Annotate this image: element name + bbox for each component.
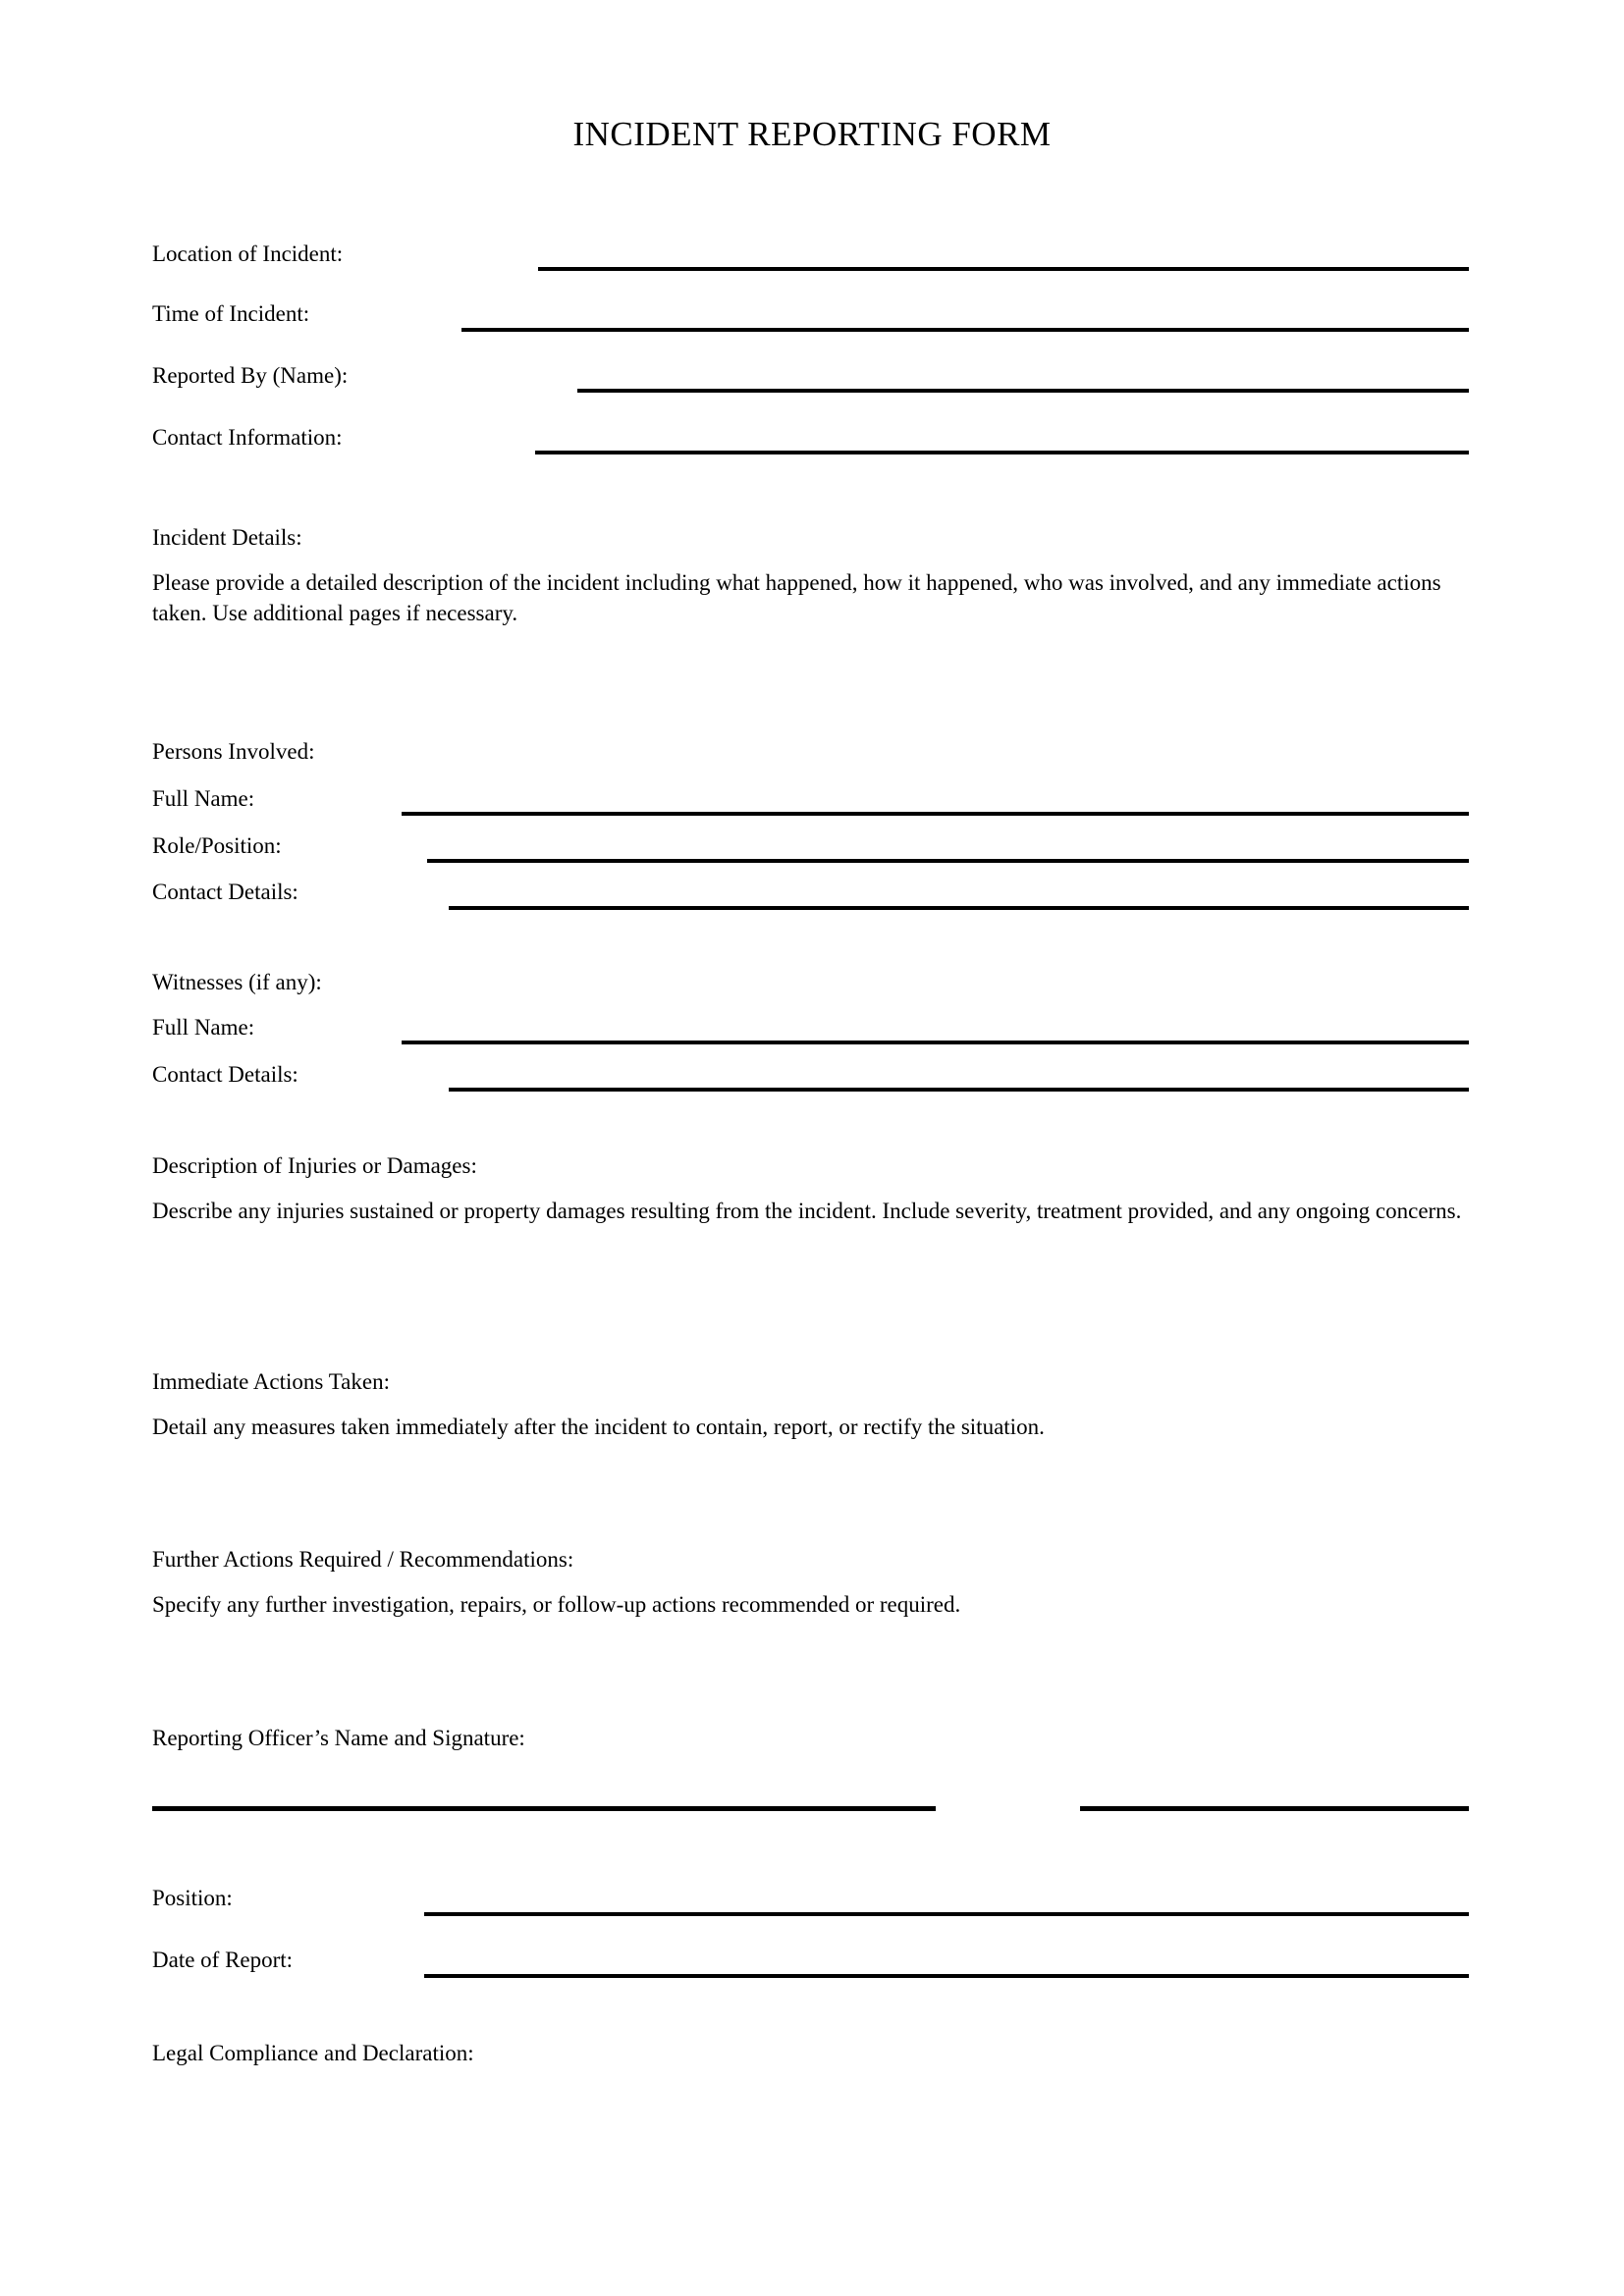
heading-incident-details: Incident Details: xyxy=(152,525,302,550)
instructions-further-actions-required: Specify any further investigation, repairs, or follow-up actions recommended or required. xyxy=(152,1592,961,1617)
heading-description-of-injuries: Description of Injuries or Damages: xyxy=(152,1153,477,1178)
input-line-persons-contact-details[interactable] xyxy=(449,906,1469,910)
heading-further-actions-required: Further Actions Required / Recommendations: xyxy=(152,1547,574,1572)
input-line-time-of-incident[interactable] xyxy=(461,328,1469,332)
input-line-location-of-incident[interactable] xyxy=(538,267,1469,271)
heading-reporting-officer-signature: Reporting Officer’s Name and Signature: xyxy=(152,1726,525,1750)
label-location-of-incident: Location of Incident: xyxy=(152,241,344,266)
label-contact-information: Contact Information: xyxy=(152,425,343,450)
input-line-witness-full-name[interactable] xyxy=(402,1041,1469,1044)
input-line-persons-role-position[interactable] xyxy=(427,859,1469,863)
input-line-reporting-officer-name[interactable] xyxy=(152,1806,936,1811)
instructions-description-of-injuries: Describe any injuries sustained or property damages resulting from the incident. Include severity, treatment provided, and any ongoing concerns. xyxy=(152,1199,1462,1223)
heading-legal-compliance-and-declaration: Legal Compliance and Declaration: xyxy=(152,2041,474,2065)
label-persons-role-position: Role/Position: xyxy=(152,833,282,858)
label-position: Position: xyxy=(152,1886,233,1910)
heading-immediate-actions-taken: Immediate Actions Taken: xyxy=(152,1369,390,1394)
heading-witnesses: Witnesses (if any): xyxy=(152,970,322,994)
heading-persons-involved: Persons Involved: xyxy=(152,739,315,764)
label-time-of-incident: Time of Incident: xyxy=(152,301,310,326)
label-date-of-report: Date of Report: xyxy=(152,1948,294,1972)
input-line-witness-contact-details[interactable] xyxy=(449,1088,1469,1092)
input-line-reported-by-name[interactable] xyxy=(577,389,1469,393)
input-line-contact-information[interactable] xyxy=(535,451,1469,454)
label-persons-full-name: Full Name: xyxy=(152,786,255,811)
input-line-position[interactable] xyxy=(424,1912,1469,1916)
label-witness-contact-details: Contact Details: xyxy=(152,1062,298,1087)
input-line-reporting-officer-signature[interactable] xyxy=(1080,1806,1469,1811)
input-line-persons-full-name[interactable] xyxy=(402,812,1469,816)
label-witness-full-name: Full Name: xyxy=(152,1015,255,1040)
instructions-incident-details: Please provide a detailed description of the incident including what happened, how it happened, who was involved, and any immediate actions taken. Use additional pages if necessary. xyxy=(152,570,1441,626)
instructions-immediate-actions-taken: Detail any measures taken immediately after the incident to contain, report, or rectify the situation. xyxy=(152,1415,1045,1439)
label-reported-by-name: Reported By (Name): xyxy=(152,363,349,388)
input-line-date-of-report[interactable] xyxy=(424,1974,1469,1978)
label-persons-contact-details: Contact Details: xyxy=(152,880,298,904)
page-title: INCIDENT REPORTING FORM xyxy=(572,115,1052,153)
